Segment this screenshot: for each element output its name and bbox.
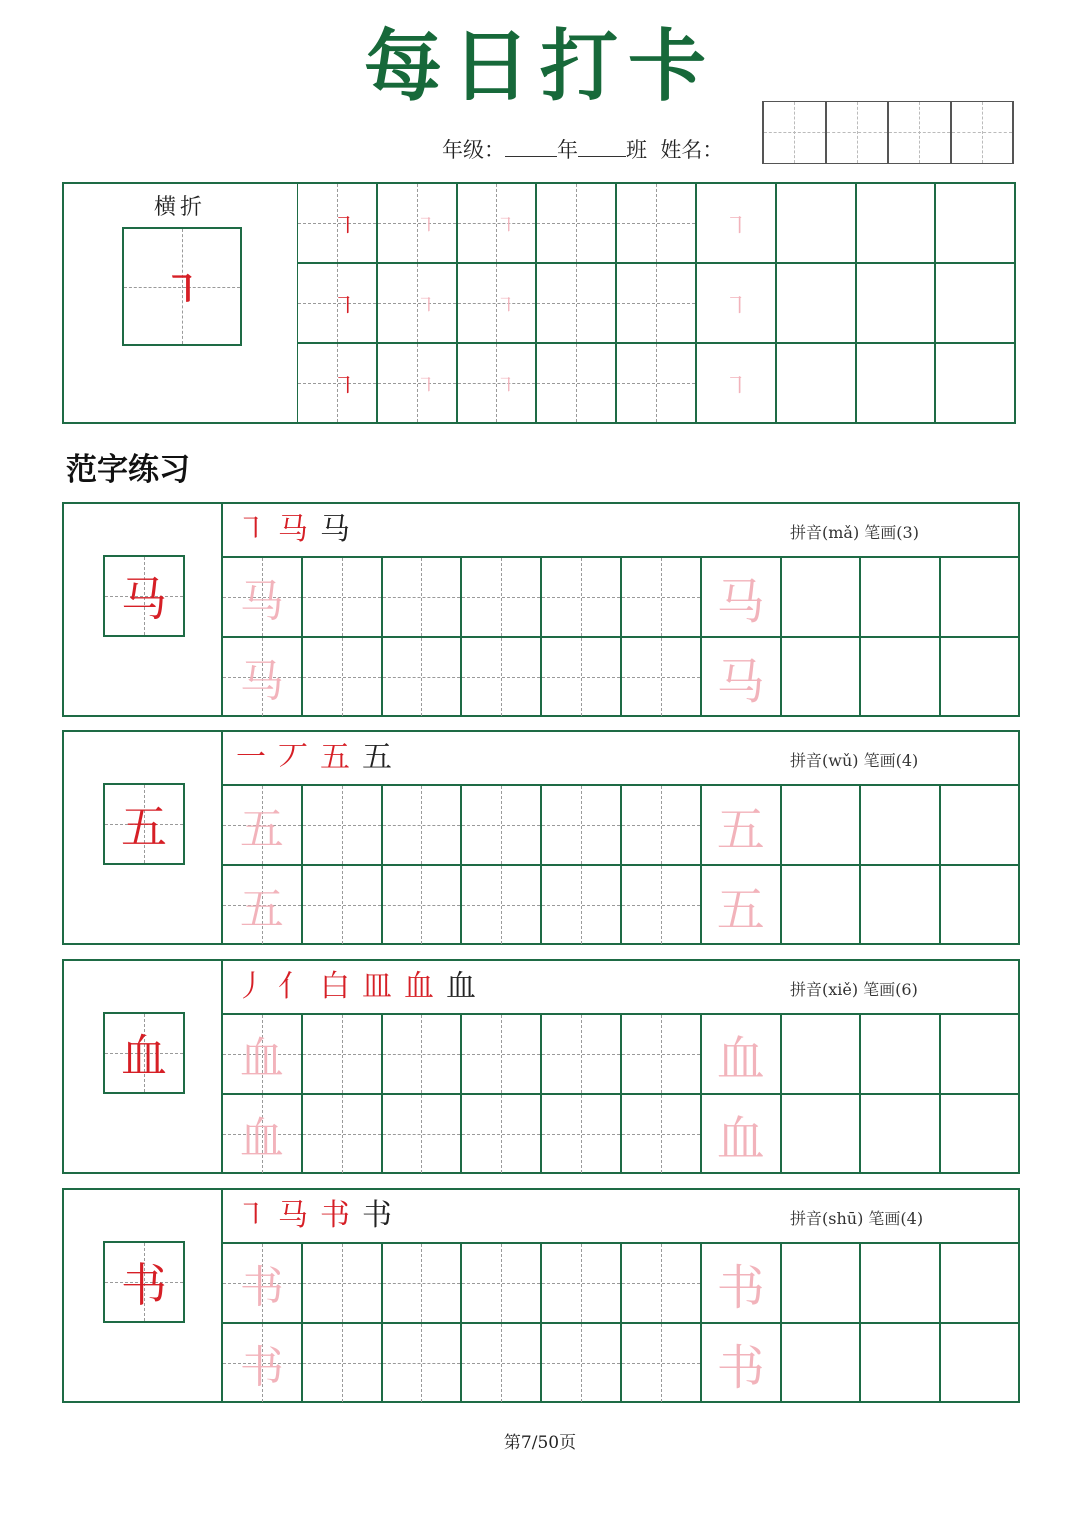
practice-cell[interactable] (860, 1323, 940, 1403)
trace-char: 书 (239, 1342, 284, 1393)
practice-cell[interactable] (541, 865, 621, 945)
practice-cell[interactable] (781, 865, 861, 945)
model-char-box (103, 783, 185, 865)
name-cell[interactable] (826, 101, 889, 164)
practice-cell[interactable] (860, 557, 940, 637)
practice-cell[interactable] (860, 785, 940, 865)
practice-cell[interactable] (701, 557, 781, 637)
trace-char: 马 (239, 656, 284, 707)
stroke-step: 亻 (278, 969, 308, 1004)
year-label: 年 (557, 138, 578, 162)
model-char-box (103, 1012, 185, 1094)
practice-cell[interactable] (541, 637, 621, 717)
stroke-step: 五 (362, 740, 392, 775)
stroke-practice-cell[interactable] (856, 343, 936, 423)
trace-char: 血 (716, 1110, 765, 1167)
practice-cell[interactable] (541, 785, 621, 865)
name-cell[interactable] (888, 101, 951, 164)
stroke-practice-cell[interactable] (377, 343, 457, 423)
practice-cell[interactable] (461, 557, 541, 637)
stroke-practice-cell[interactable] (696, 263, 776, 343)
pinyin-strokes-info: 拼音(shū) 笔画(4) (790, 1209, 924, 1228)
stroke-step: ㇕ (236, 1198, 266, 1233)
practice-cell[interactable] (781, 1243, 861, 1323)
stroke-practice-cell[interactable] (776, 263, 856, 343)
practice-cell[interactable] (860, 1243, 940, 1323)
trace-char: 五 (239, 804, 284, 855)
stroke-practice-cell[interactable] (935, 343, 1015, 423)
trace-char: 马 (716, 573, 765, 630)
stroke-practice-cell[interactable] (696, 183, 776, 263)
stroke-practice-cell[interactable] (377, 183, 457, 263)
practice-cell[interactable] (541, 1014, 621, 1094)
model-char: 马 (121, 572, 167, 626)
practice-cell[interactable] (541, 1094, 621, 1174)
practice-cell[interactable] (940, 1094, 1020, 1174)
stroke-trace-glyph: ㇕ (723, 371, 748, 400)
name-cell[interactable] (763, 101, 826, 164)
stroke-trace-glyph: ㇕ (415, 292, 436, 317)
name-label: 姓名： (660, 138, 724, 162)
practice-cell[interactable] (461, 1014, 541, 1094)
practice-cell[interactable] (781, 1014, 861, 1094)
practice-cell[interactable] (621, 1094, 701, 1174)
practice-cell[interactable] (302, 1323, 382, 1403)
practice-cell[interactable] (222, 865, 302, 945)
stroke-example-glyph: ㇕ (332, 291, 356, 320)
stroke-practice-cell[interactable] (536, 263, 616, 343)
page-number: 第7/50页 (503, 1433, 577, 1453)
model-char: 血 (121, 1029, 167, 1083)
practice-cell[interactable] (621, 865, 701, 945)
section-title: 范字练习 (66, 452, 190, 488)
stroke-practice-cell[interactable] (536, 343, 616, 423)
stroke-step: 血 (404, 969, 434, 1004)
practice-cell[interactable] (222, 557, 302, 637)
practice-cell[interactable] (940, 1243, 1020, 1323)
stroke-step: 丿 (236, 969, 266, 1004)
practice-cell[interactable] (701, 865, 781, 945)
practice-cell[interactable] (701, 1323, 781, 1403)
trace-char: 血 (239, 1113, 284, 1164)
practice-cell[interactable] (302, 1094, 382, 1174)
stroke-practice-cell[interactable] (377, 263, 457, 343)
stroke-step: 马 (278, 1198, 308, 1233)
practice-cell[interactable] (940, 865, 1020, 945)
stroke-name: 横折 (153, 195, 206, 220)
practice-cell[interactable] (701, 1094, 781, 1174)
practice-cell[interactable] (860, 865, 940, 945)
stroke-order (236, 967, 488, 1007)
practice-cell[interactable] (781, 785, 861, 865)
practice-cell[interactable] (302, 865, 382, 945)
practice-cell[interactable] (621, 637, 701, 717)
model-char: 书 (121, 1258, 167, 1312)
practice-cell[interactable] (701, 1014, 781, 1094)
trace-char: 五 (716, 801, 765, 858)
trace-char: 血 (716, 1030, 765, 1087)
practice-cell[interactable] (461, 785, 541, 865)
practice-cell[interactable] (302, 785, 382, 865)
pinyin-strokes-info: 拼音(wǔ) 笔画(4) (790, 751, 919, 770)
stroke-example-glyph: ㇕ (332, 211, 356, 240)
trace-char: 书 (716, 1339, 765, 1396)
practice-cell[interactable] (382, 637, 462, 717)
practice-cell[interactable] (222, 637, 302, 717)
class-blank[interactable] (578, 134, 626, 157)
practice-cell[interactable] (382, 785, 462, 865)
trace-char: 书 (716, 1259, 765, 1316)
practice-cell[interactable] (382, 1243, 462, 1323)
trace-char: 书 (239, 1262, 284, 1313)
class-label: 班 (626, 138, 647, 162)
stroke-step: 书 (320, 1198, 350, 1233)
practice-cell[interactable] (701, 785, 781, 865)
practice-cell[interactable] (781, 557, 861, 637)
stroke-example-glyph: ㇕ (332, 371, 356, 400)
model-char-box (103, 555, 185, 637)
practice-cell[interactable] (541, 557, 621, 637)
model-char: 五 (121, 800, 167, 854)
practice-cell[interactable] (781, 1094, 861, 1174)
stroke-step: 丆 (278, 740, 308, 775)
practice-cell[interactable] (302, 1014, 382, 1094)
trace-char: 五 (716, 881, 765, 938)
practice-cell[interactable] (781, 637, 861, 717)
stroke-practice-cell[interactable] (616, 263, 696, 343)
stroke-practice-cell[interactable] (856, 263, 936, 343)
pinyin-strokes-info: 拼音(xiě) 笔画(6) (790, 980, 918, 999)
practice-cell[interactable] (382, 1014, 462, 1094)
student-info (442, 134, 723, 165)
trace-char: 马 (716, 653, 765, 710)
practice-cell[interactable] (940, 557, 1020, 637)
practice-cell[interactable] (621, 557, 701, 637)
stroke-practice-cell[interactable] (457, 263, 537, 343)
stroke-practice-cell[interactable] (696, 343, 776, 423)
stroke-step: 马 (278, 512, 308, 547)
stroke-practice-cell[interactable] (776, 183, 856, 263)
name-cell[interactable] (951, 101, 1014, 164)
grade-blank[interactable] (505, 134, 557, 157)
practice-cell[interactable] (222, 1014, 302, 1094)
stroke-step: 一 (236, 740, 266, 775)
stroke-trace-glyph: ㇕ (415, 212, 436, 237)
stroke-step: 马 (320, 512, 350, 547)
stroke-practice-cell[interactable] (297, 183, 377, 263)
stroke-step: 书 (362, 1198, 392, 1233)
practice-cell[interactable] (222, 785, 302, 865)
stroke-trace-glyph: ㇕ (495, 292, 516, 317)
practice-cell[interactable] (860, 1014, 940, 1094)
practice-cell[interactable] (621, 785, 701, 865)
practice-cell[interactable] (621, 1014, 701, 1094)
practice-cell[interactable] (541, 1323, 621, 1403)
practice-cell[interactable] (781, 1323, 861, 1403)
stroke-practice-cell[interactable] (856, 183, 936, 263)
practice-cell[interactable] (621, 1243, 701, 1323)
practice-cell[interactable] (701, 637, 781, 717)
trace-char: 血 (239, 1033, 284, 1084)
pinyin-strokes-info: 拼音(mǎ) 笔画(3) (790, 523, 919, 542)
stroke-trace-glyph: ㇕ (415, 372, 436, 397)
practice-cell[interactable] (461, 1323, 541, 1403)
stroke-step: 五 (320, 740, 350, 775)
practice-cell[interactable] (940, 785, 1020, 865)
stroke-order (236, 1196, 404, 1236)
stroke-practice-cell[interactable] (616, 343, 696, 423)
stroke-trace-glyph: ㇕ (495, 372, 516, 397)
practice-cell[interactable] (461, 1243, 541, 1323)
stroke-practice-cell[interactable] (297, 343, 377, 423)
stroke-practice-cell[interactable] (457, 343, 537, 423)
practice-cell[interactable] (701, 1243, 781, 1323)
stroke-step: 血 (446, 969, 476, 1004)
stroke-practice-cell[interactable] (616, 183, 696, 263)
practice-cell[interactable] (860, 1094, 940, 1174)
stroke-order (236, 510, 362, 550)
practice-cell[interactable] (302, 1243, 382, 1323)
practice-cell[interactable] (461, 637, 541, 717)
practice-cell[interactable] (382, 557, 462, 637)
stroke-trace-glyph: ㇕ (495, 212, 516, 237)
practice-cell[interactable] (860, 637, 940, 717)
page-title: 每日打卡 (363, 21, 716, 112)
stroke-model-box (122, 227, 242, 346)
practice-cell[interactable] (302, 557, 382, 637)
practice-cell[interactable] (940, 1323, 1020, 1403)
stroke-trace-glyph: ㇕ (723, 211, 748, 240)
practice-cell[interactable] (382, 865, 462, 945)
practice-cell[interactable] (222, 1243, 302, 1323)
stroke-trace-glyph: ㇕ (723, 291, 748, 320)
practice-cell[interactable] (302, 637, 382, 717)
practice-cell[interactable] (222, 1094, 302, 1174)
practice-cell[interactable] (382, 1323, 462, 1403)
stroke-model-glyph: ㇕ (162, 267, 201, 312)
practice-cell[interactable] (461, 1094, 541, 1174)
stroke-practice-cell[interactable] (935, 183, 1015, 263)
stroke-practice-cell[interactable] (935, 263, 1015, 343)
practice-cell[interactable] (541, 1243, 621, 1323)
stroke-practice-cell[interactable] (457, 183, 537, 263)
name-boxes[interactable] (762, 101, 1014, 164)
practice-cell[interactable] (222, 1323, 302, 1403)
stroke-step: 白 (320, 969, 350, 1004)
model-char-box (103, 1241, 185, 1323)
practice-cell[interactable] (940, 1014, 1020, 1094)
stroke-practice-cell[interactable] (297, 263, 377, 343)
grade-label: 年级： (442, 138, 505, 162)
trace-char: 马 (239, 576, 284, 627)
practice-cell[interactable] (621, 1323, 701, 1403)
stroke-step: ㇕ (236, 512, 266, 547)
stroke-practice-cell[interactable] (536, 183, 616, 263)
practice-cell[interactable] (940, 637, 1020, 717)
trace-char: 五 (239, 884, 284, 935)
stroke-step: 皿 (362, 969, 392, 1004)
practice-cell[interactable] (382, 1094, 462, 1174)
stroke-order (236, 738, 404, 778)
stroke-practice-cell[interactable] (776, 343, 856, 423)
practice-cell[interactable] (461, 865, 541, 945)
